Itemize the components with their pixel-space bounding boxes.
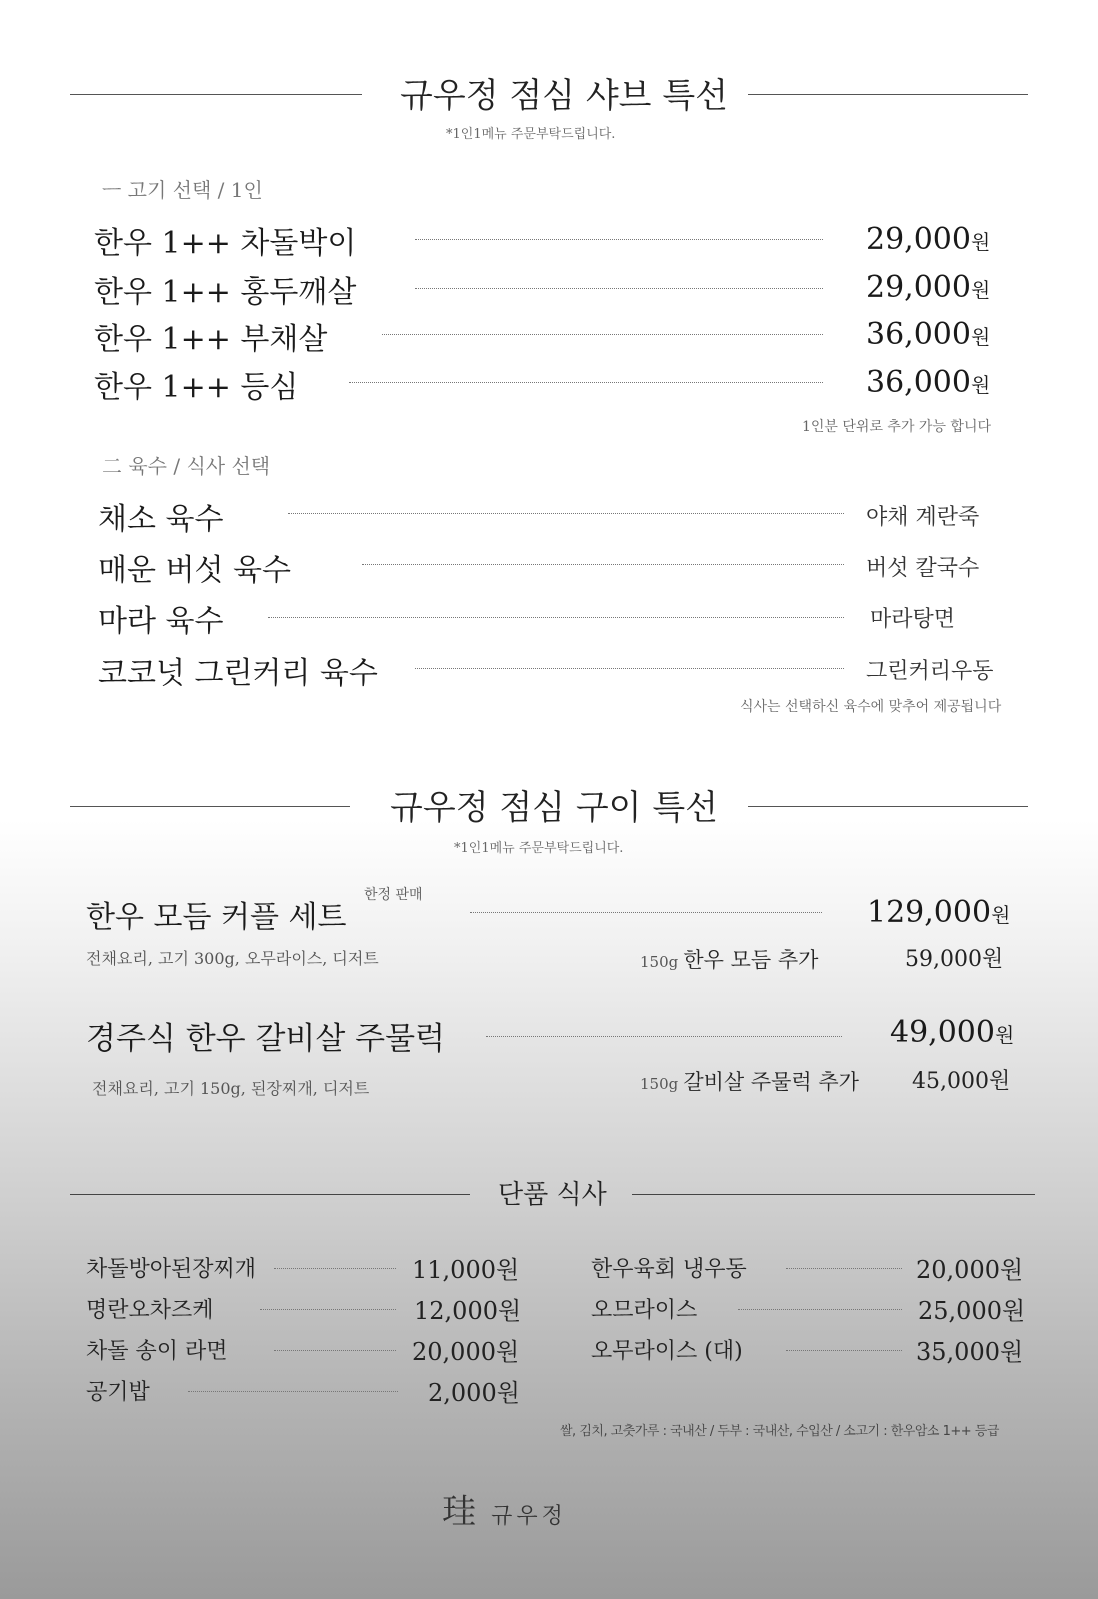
leader-dots — [288, 513, 844, 514]
set-galbi-price: 49,000원 — [890, 1015, 1015, 1050]
set-couple-addon: 150g 한우 모듬 추가 — [640, 948, 819, 972]
single-item-price: 20,000원 — [916, 1256, 1024, 1284]
broth-name: 매운 버섯 육수 — [98, 553, 291, 588]
leader-dots — [274, 1350, 396, 1351]
set-couple-name: 한우 모듬 커플 세트 — [86, 900, 347, 935]
broth-name: 채소 육수 — [98, 502, 224, 537]
set-couple-desc: 전채요리, 고기 300g, 오무라이스, 디저트 — [86, 949, 379, 968]
single-item-name: 오므라이스 — [591, 1298, 698, 1323]
broth-meal: 야채 계란죽 — [866, 505, 980, 530]
menu-item-price: 29,000원 — [866, 222, 991, 257]
logo-text: 규우정 — [491, 1504, 567, 1529]
leader-dots — [362, 564, 844, 565]
title-rule-right — [748, 94, 1028, 95]
leader-dots — [786, 1268, 902, 1269]
single-title: 단품 식사 — [498, 1180, 607, 1210]
leader-dots — [188, 1391, 398, 1392]
single-item-name: 차돌 송이 라면 — [86, 1339, 228, 1364]
shabu-order-note: *1인1메뉴 주문부탁드립니다. — [446, 127, 616, 142]
leader-dots — [274, 1268, 396, 1269]
broth-name: 코코넛 그린커리 육수 — [98, 656, 378, 691]
title-rule-left — [70, 806, 350, 807]
leader-dots — [415, 668, 844, 669]
leader-dots — [349, 382, 823, 383]
menu-item-name: 한우 1++ 등심 — [94, 370, 299, 405]
set-couple-price: 129,000원 — [867, 895, 1011, 930]
set-galbi-addon-price: 45,000원 — [912, 1069, 1011, 1094]
set-galbi-name: 경주식 한우 갈비살 주물럭 — [86, 1021, 445, 1057]
set-galbi-addon: 150g 갈비살 주물럭 추가 — [640, 1070, 859, 1094]
leader-dots — [470, 912, 822, 913]
leader-dots — [382, 334, 823, 335]
broth-meal: 마라탕면 — [870, 607, 956, 632]
broth-meal: 버섯 칼국수 — [866, 556, 980, 581]
single-item-price: 2,000원 — [428, 1379, 520, 1407]
leader-dots — [738, 1309, 902, 1310]
origin-note: 쌀, 김치, 고춧가루 : 국내산 / 두부 : 국내산, 수입산 / 소고기 : 한우암소 1++ 등급 — [560, 1424, 999, 1439]
single-item-name: 한우육회 냉우동 — [591, 1257, 747, 1282]
add-portion-note: 1인분 단위로 추가 가능 합니다 — [802, 419, 991, 435]
title-rule-left — [70, 1194, 470, 1195]
title-rule-right — [748, 806, 1028, 807]
gui-title: 규우정 점심 구이 특선 — [390, 788, 719, 828]
meal-note: 식사는 선택하신 육수에 맞추어 제공됩니다 — [740, 699, 1002, 715]
single-item-name: 명란오차즈케 — [86, 1298, 214, 1323]
logo-mark: 珪 — [442, 1492, 476, 1532]
menu-item-name: 한우 1++ 부채살 — [94, 322, 328, 357]
set-galbi-desc: 전채요리, 고기 150g, 된장찌개, 디저트 — [92, 1079, 370, 1098]
single-item-price: 20,000원 — [412, 1338, 520, 1366]
set-couple-addon-price: 59,000원 — [905, 947, 1004, 972]
title-rule-right — [632, 1194, 1035, 1195]
menu-item-name: 한우 1++ 차돌박이 — [94, 226, 357, 261]
leader-dots — [786, 1350, 902, 1351]
leader-dots — [260, 1309, 396, 1310]
single-item-name: 차돌방아된장찌개 — [86, 1257, 257, 1282]
menu-item-price: 36,000원 — [866, 317, 991, 352]
title-rule-left — [70, 94, 362, 95]
single-item-name: 오무라이스 (대) — [591, 1339, 743, 1364]
leader-dots — [486, 1036, 842, 1037]
single-item-price: 11,000원 — [412, 1256, 520, 1284]
limited-badge: 한정 판매 — [364, 887, 423, 903]
menu-item-name: 한우 1++ 홍두깨살 — [94, 275, 357, 310]
leader-dots — [415, 239, 823, 240]
broth-name: 마라 육수 — [98, 604, 224, 639]
section-meat-select: ㅡ 고기 선택 / 1인 — [102, 178, 263, 202]
menu-item-price: 29,000원 — [866, 270, 991, 305]
gui-order-note: *1인1메뉴 주문부탁드립니다. — [454, 841, 624, 856]
single-item-name: 공기밥 — [86, 1380, 150, 1405]
broth-meal: 그린커리우동 — [866, 659, 994, 684]
single-item-price: 25,000원 — [918, 1297, 1026, 1325]
shabu-title: 규우정 점심 샤브 특선 — [400, 76, 729, 116]
single-item-price: 12,000원 — [414, 1297, 522, 1325]
leader-dots — [415, 288, 823, 289]
brand-logo — [442, 1484, 567, 1533]
menu-item-price: 36,000원 — [866, 365, 991, 400]
single-item-price: 35,000원 — [916, 1338, 1024, 1366]
leader-dots — [268, 617, 844, 618]
section-broth-select: 二 육수 / 식사 선택 — [102, 454, 271, 478]
